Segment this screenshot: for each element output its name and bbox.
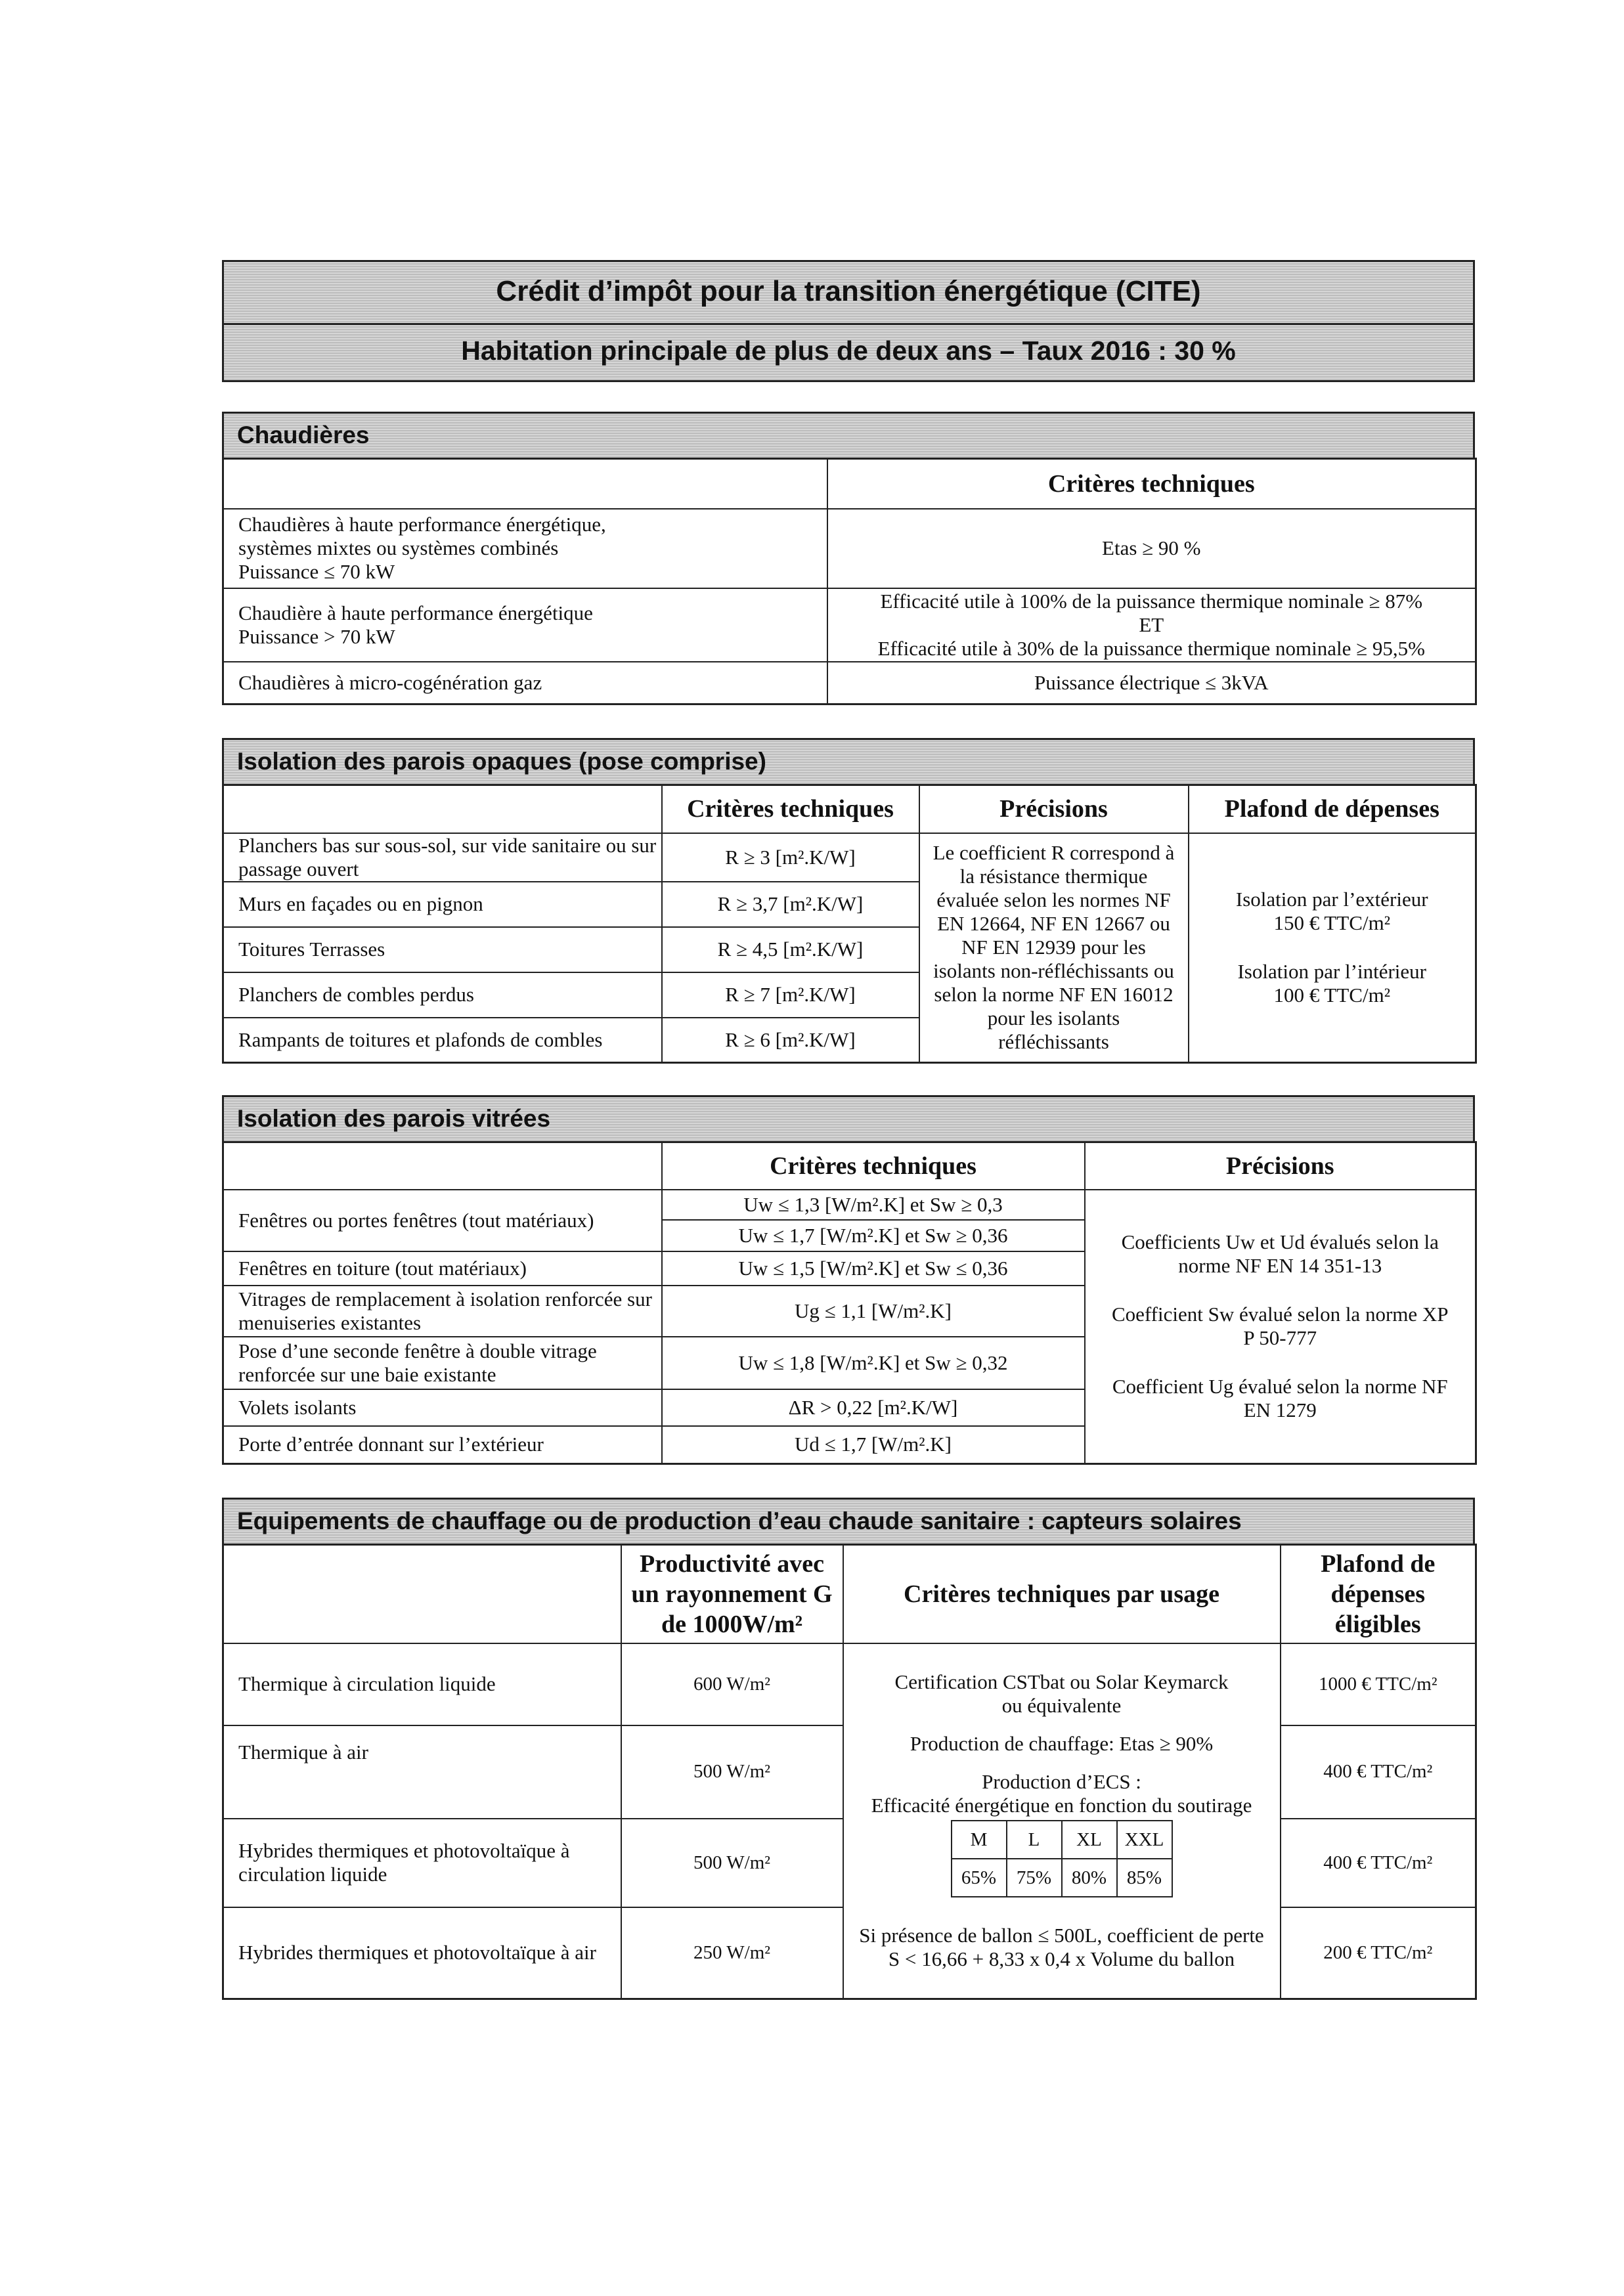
opaque-label: Rampants de toitures et plafonds de combles: [223, 1018, 662, 1063]
column-header-productivite: Productivité avec un rayonnement G de 1000W/m²: [621, 1545, 843, 1643]
empty-header-cell: [223, 1142, 662, 1190]
size-cell: XL: [1062, 1821, 1117, 1859]
empty-header-cell: [223, 1545, 621, 1643]
size-cell: L: [1007, 1821, 1062, 1859]
document-title-box: [222, 260, 1475, 382]
column-header-precisions: Précisions: [919, 785, 1189, 833]
opaque-label: Toitures Terrasses: [223, 927, 662, 972]
efficiency-cell: 65%: [952, 1859, 1007, 1897]
chaudieres-table: [222, 458, 1477, 705]
section-heading-solaire: Equipements de chauffage ou de production d’eau chaude sanitaire : capteurs solaires: [222, 1498, 1475, 1544]
chaudiere-criteria: Puissance électrique ≤ 3kVA: [827, 662, 1476, 704]
vitrees-table: [222, 1141, 1477, 1465]
chaudiere-label: Chaudière à haute performance énergétique Puissance > 70 kW: [223, 588, 827, 662]
solaire-label: Hybrides thermiques et photovoltaïque à circulation liquide: [223, 1819, 621, 1907]
opaque-criteria: R ≥ 6 [m².K/W]: [662, 1018, 919, 1063]
solaire-plafond: 1000 € TTC/m²: [1281, 1643, 1476, 1725]
opaque-label: Planchers bas sur sous-sol, sur vide sanitaire ou sur passage ouvert: [223, 833, 662, 882]
ecs-efficiency-table: [951, 1820, 1173, 1897]
solaire-productivite: 500 W/m²: [621, 1725, 843, 1819]
solaire-label: Thermique à circulation liquide: [223, 1643, 621, 1725]
vitree-criteria: Uw ≤ 1,5 [W/m².K] et Sw ≤ 0,36: [662, 1251, 1085, 1286]
vitree-precisions: Coefficients Uw et Ud évalués selon la norme NF EN 14 351-13 Coefficient Sw évalué selon la norme XP P 50-777 Coefficient Ug évalué selon la norme NF EN 1279: [1085, 1190, 1476, 1464]
document-subtitle: Habitation principale de plus de deux ans – Taux 2016 : 30 %: [461, 336, 1236, 366]
chaudiere-criteria: Efficacité utile à 100% de la puissance thermique nominale ≥ 87% ET Efficacité utile à 30% de la puissance thermique nominale ≥ 95,5%: [827, 588, 1476, 662]
column-header-precisions: Précisions: [1085, 1142, 1476, 1190]
solaire-label: Thermique à air: [223, 1725, 621, 1819]
opaque-criteria: R ≥ 4,5 [m².K/W]: [662, 927, 919, 972]
opaque-criteria: R ≥ 3 [m².K/W]: [662, 833, 919, 882]
solaire-plafond: 400 € TTC/m²: [1281, 1725, 1476, 1819]
opaque-criteria: R ≥ 3,7 [m².K/W]: [662, 882, 919, 927]
chaudiere-criteria: Etas ≥ 90 %: [827, 509, 1476, 588]
ballon-formula: S < 16,66 + 8,33 x 0,4 x Volume du ballon: [888, 1947, 1235, 1971]
column-header-plafond: Plafond de dépenses éligibles: [1281, 1545, 1476, 1643]
vitree-criteria: Uw ≤ 1,8 [W/m².K] et Sw ≥ 0,32: [662, 1337, 1085, 1389]
section-heading-vitrees: Isolation des parois vitrées: [222, 1095, 1475, 1141]
empty-header-cell: [223, 459, 827, 509]
efficiency-cell: 80%: [1062, 1859, 1117, 1897]
ecs-title: Production d’ECS :: [982, 1770, 1141, 1794]
solaire-label: Hybrides thermiques et photovoltaïque à air: [223, 1907, 621, 1999]
solaire-productivite: 250 W/m²: [621, 1907, 843, 1999]
section-heading-opaques: Isolation des parois opaques (pose comprise): [222, 738, 1475, 784]
column-header-criteres-usage: Critères techniques par usage: [843, 1545, 1281, 1643]
certification-text: Certification CSTbat ou Solar Keymarck ou équivalente: [894, 1670, 1229, 1718]
chauffage-text: Production de chauffage: Etas ≥ 90%: [910, 1732, 1214, 1756]
vitree-criteria: ΔR > 0,22 [m².K/W]: [662, 1389, 1085, 1426]
vitree-criteria: Ug ≤ 1,1 [W/m².K]: [662, 1286, 1085, 1337]
vitree-criteria: Uw ≤ 1,7 [W/m².K] et Sw ≥ 0,36: [662, 1220, 1085, 1251]
vitree-label: Vitrages de remplacement à isolation renforcée sur menuiseries existantes: [223, 1286, 662, 1337]
column-header-criteres: Critères techniques: [662, 785, 919, 833]
solaire-table: [222, 1544, 1477, 2000]
solaire-plafond: 200 € TTC/m²: [1281, 1907, 1476, 1999]
opaque-criteria: R ≥ 7 [m².K/W]: [662, 972, 919, 1018]
efficiency-cell: 85%: [1117, 1859, 1172, 1897]
vitree-label: Volets isolants: [223, 1389, 662, 1426]
size-cell: M: [952, 1821, 1007, 1859]
column-header-criteres: Critères techniques: [662, 1142, 1085, 1190]
solaire-plafond: 400 € TTC/m²: [1281, 1819, 1476, 1907]
opaques-table: [222, 784, 1477, 1064]
ballon-text: Si présence de ballon ≤ 500L, coefficient de perte: [859, 1924, 1264, 1947]
vitree-criteria: Uw ≤ 1,3 [W/m².K] et Sw ≥ 0,3: [662, 1190, 1085, 1220]
solaire-productivite: 500 W/m²: [621, 1819, 843, 1907]
size-cell: XXL: [1117, 1821, 1172, 1859]
ecs-subtitle: Efficacité énergétique en fonction du soutirage: [871, 1794, 1252, 1817]
document-title: Crédit d’impôt pour la transition énergétique (CITE): [496, 275, 1201, 307]
section-heading-chaudieres: Chaudières: [222, 412, 1475, 458]
chaudiere-label: Chaudières à micro-cogénération gaz: [223, 662, 827, 704]
column-header-criteres: Critères techniques: [827, 459, 1476, 509]
empty-header-cell: [223, 785, 662, 833]
vitree-label: Porte d’entrée donnant sur l’extérieur: [223, 1426, 662, 1464]
opaque-label: Murs en façades ou en pignon: [223, 882, 662, 927]
vitree-label: Fenêtres ou portes fenêtres (tout matériaux): [223, 1190, 662, 1251]
vitree-label: Pose d’une seconde fenêtre à double vitrage renforcée sur une baie existante: [223, 1337, 662, 1389]
efficiency-cell: 75%: [1007, 1859, 1062, 1897]
vitree-criteria: Ud ≤ 1,7 [W/m².K]: [662, 1426, 1085, 1464]
chaudiere-label: Chaudières à haute performance énergétique, systèmes mixtes ou systèmes combinés Puissance ≤ 70 kW: [223, 509, 827, 588]
column-header-plafond: Plafond de dépenses: [1189, 785, 1476, 833]
vitree-label: Fenêtres en toiture (tout matériaux): [223, 1251, 662, 1286]
opaque-precisions: Le coefficient R correspond à la résistance thermique évaluée selon les normes NF EN 12664, NF EN 12667 ou NF EN 12939 pour les isolants non-réfléchissants ou selon la norme NF EN 16012 pour les isolants réfléchissants: [919, 833, 1189, 1063]
solaire-productivite: 600 W/m²: [621, 1643, 843, 1725]
solaire-criteria: [843, 1643, 1281, 1999]
opaque-plafond: Isolation par l’extérieur 150 € TTC/m² Isolation par l’intérieur 100 € TTC/m²: [1189, 833, 1476, 1063]
opaque-label: Planchers de combles perdus: [223, 972, 662, 1018]
